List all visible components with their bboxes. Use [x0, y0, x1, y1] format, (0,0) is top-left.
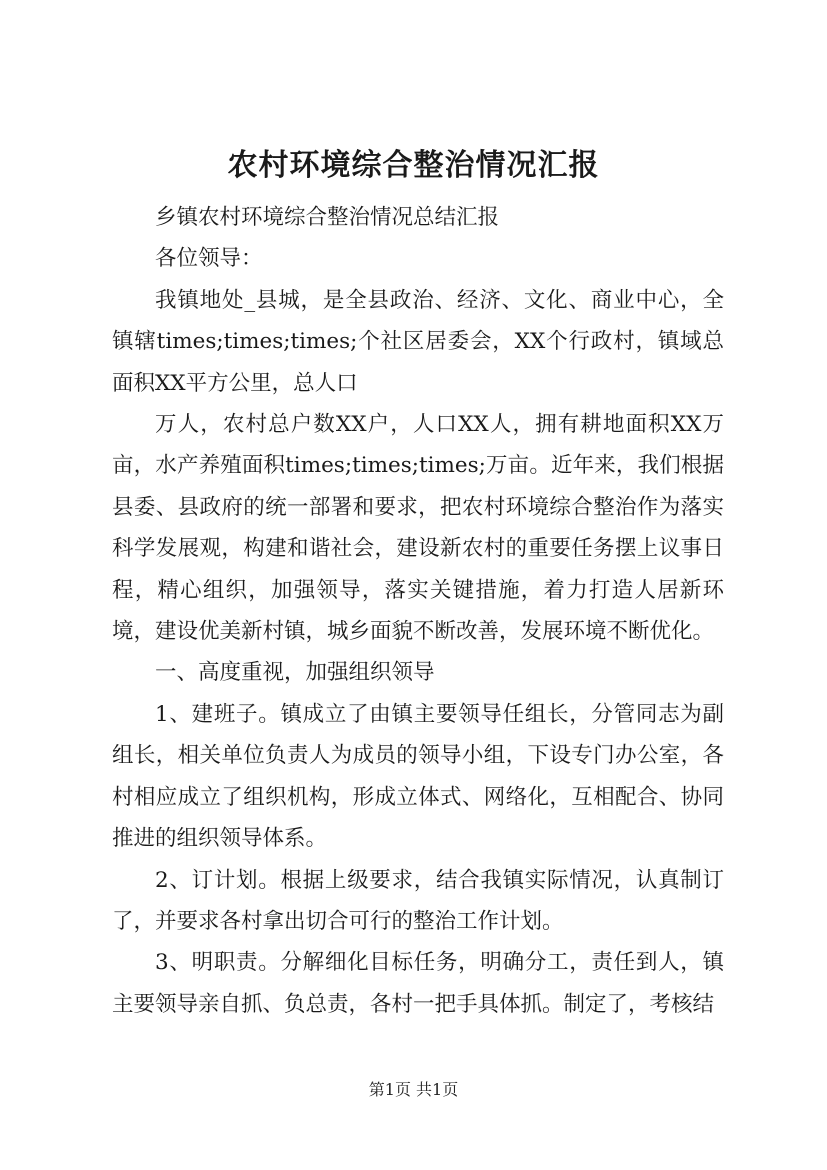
subtitle-paragraph: 乡镇农村环境综合整治情况总结汇报: [155, 205, 500, 230]
salutation-paragraph: 各位领导：: [155, 246, 263, 272]
body-paragraph: 3、明职责。分解细化目标任务，明确分工，责任到人，镇主要领导亲自抓、负总责，各村一把手具体抓。制定了，考核结: [112, 950, 724, 1017]
page-footer: 第1页 共1页: [368, 1080, 459, 1099]
section-heading: 一、高度重视，加强组织领导: [155, 660, 435, 686]
document-title: 农村环境综合整治情况汇报: [227, 148, 600, 183]
body-paragraph: 1、建班子。镇成立了由镇主要领导任组长，分管同志为副组长，相关单位负责人为成员的领导小组，下设专门办公室，各村相应成立了组织机构，形成立体式、网络化，互相配合、协同推进的组织领导体系。: [112, 701, 724, 852]
document-body: [112, 197, 724, 1025]
body-paragraph: 万人，农村总户数XX户，人口XX人，拥有耕地面积XX万亩，水产养殖面积times;times;times;万亩。近年来，我们根据县委、县政府的统一部署和要求，把农村环境综合整治作为落实科学发展观，构建和谐社会，建设新农村的重要任务摆上议事日程，精心组织，加强领导，落实关键措施，着力打造人居新环境，建设优美新村镇，城乡面貌不断改善，发展环境不断优化。: [112, 412, 724, 645]
body-paragraph: 2、订计划。根据上级要求，结合我镇实际情况，认真制订了，并要求各村拿出切合可行的整治工作计划。: [112, 867, 724, 934]
body-paragraph: 我镇地处_县城，是全县政治、经济、文化、商业中心，全镇辖times;times;times;个社区居委会，XX个行政村，镇域总面积XX平方公里，总人口: [112, 287, 724, 396]
